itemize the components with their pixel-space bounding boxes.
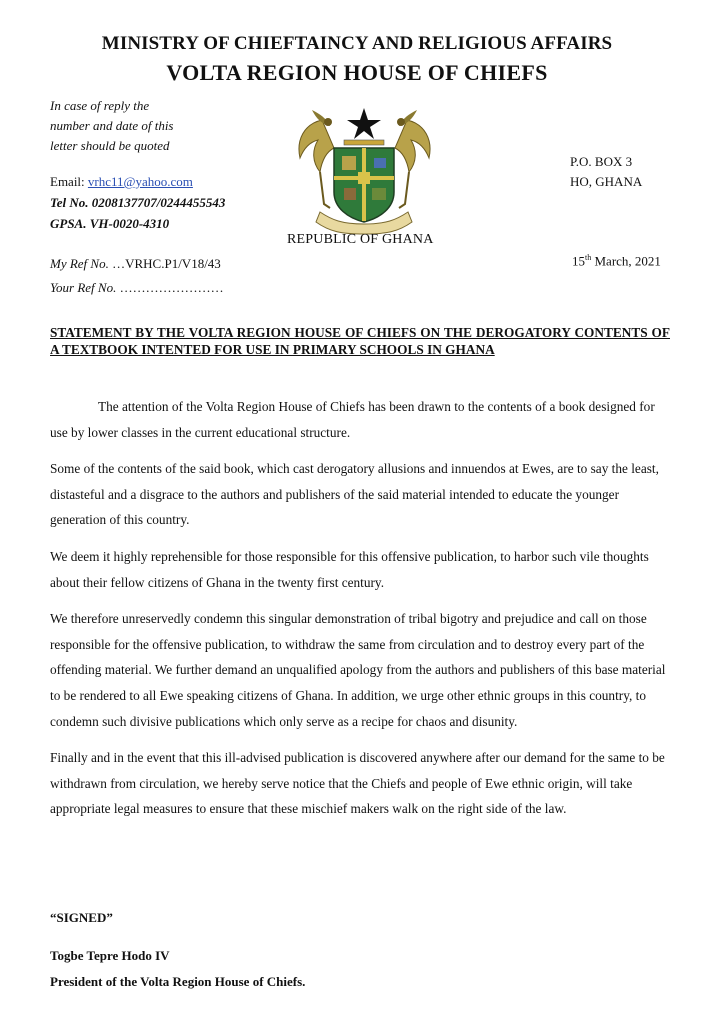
body-paragraph: Finally and in the event that this ill-advised publication is discovered anywhere after our demand for the same to be withdrawn from circulation, we hereby serve notice that the Chiefs and people of Ewe ethnic origin, will take appropriate legal measures to ensure that these mischief makers walk on the right side of the law. [50, 750, 665, 817]
email-link[interactable]: vrhc11@yahoo.com [87, 174, 193, 189]
crest-caption: REPUBLIC OF GHANA [287, 232, 434, 247]
ministry-title: MINISTRY OF CHIEFTAINCY AND RELIGIOUS AFFAIRS [101, 33, 613, 54]
signed-label: “SIGNED” [50, 910, 113, 925]
body-paragraph: We therefore unreservedly condemn this singular demonstration of tribal bigotry and prejudice and call on those responsible for the offensive publication, to withdraw the same from circulation and to destroy every part of the offending material. We further demand an unqualified apology from the authors and publishers of this base material to be rendered to all Ewe speaking citizens of Ghana. In addition, we urge other ethnic groups in this country, to condemn such divisive publications which only serve as a recipe for chaos and disunity. [50, 611, 666, 729]
house-title: VOLTA REGION HOUSE OF CHIEFS [166, 60, 548, 85]
contact-block [50, 171, 225, 234]
body-paragraph: Some of the contents of the said book, which cast derogatory allusions and innuendos at Ewes, are to say the least, distasteful and a disgrace to the authors and publishers of the said material intended to educate the younger generation of this country. [50, 461, 659, 528]
reply-note-line: number and date of this [50, 118, 174, 133]
gps-address: GPSA. VH-0020-4310 [50, 216, 170, 231]
your-ref-value: …………………… [119, 280, 224, 295]
postal-address [570, 152, 642, 192]
reply-note-line: letter should be quoted [50, 138, 170, 153]
reply-note-line: In case of reply the [50, 98, 150, 113]
letter-date: 15th March, 2021 [572, 253, 661, 269]
body-paragraph: The attention of the Volta Region House of Chiefs has been drawn to the contents of a book designed for use by lower classes in the current educational structure. [50, 399, 655, 440]
body-paragraph: We deem it highly reprehensible for those responsible for this offensive publication, to harbor such vile thoughts about their fellow citizens of Ghana in the twenty first century. [50, 548, 649, 590]
telephone-numbers: Tel No. 0208137707/0244455543 [50, 195, 226, 210]
signatory-name: Togbe Tepre Hodo IV [50, 948, 170, 963]
my-ref-label: My Ref No. [50, 256, 109, 271]
signatory-title: President of the Volta Region House of Chiefs. [50, 974, 306, 989]
postal-address-line: HO, GHANA [570, 174, 643, 189]
email-label: Email: [50, 174, 85, 189]
subject-heading: STATEMENT BY THE VOLTA REGION HOUSE OF CHIEFS ON THE DEROGATORY CONTENTS OF A TEXTBOOK INTENTED FOR USE IN PRIMARY SCHOOLS IN GHANA [50, 325, 670, 357]
letter-body [50, 394, 668, 833]
postal-address-line: P.O. BOX 3 [570, 154, 633, 169]
ghana-coat-of-arms-icon [282, 100, 447, 240]
reply-note [50, 96, 240, 156]
your-ref-label: Your Ref No. [50, 280, 117, 295]
my-ref-value: …VRHC.P1/V18/43 [112, 256, 221, 271]
reference-block [50, 252, 224, 300]
